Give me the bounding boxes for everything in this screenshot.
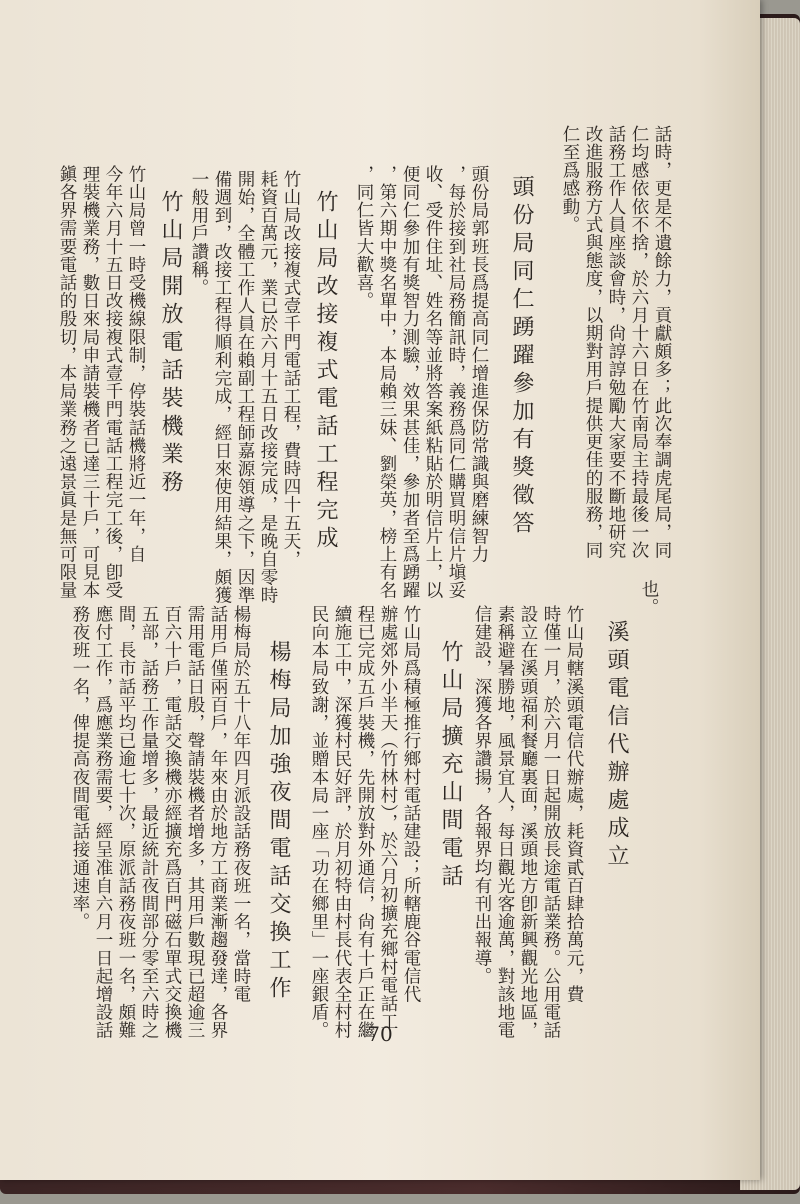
text-line: 也。 bbox=[639, 580, 659, 617]
text-line: ，同仁皆大歡喜。 bbox=[354, 165, 374, 310]
text-line: 設立在溪頭福利餐廳裏面，溪頭地方卽新興觀光地區， bbox=[518, 605, 538, 1040]
text-line: 楊梅局於五十八年四月派設話務夜班一名，當時電 bbox=[231, 605, 251, 1004]
zhushan-rural-title: 竹山局擴充山間電話 bbox=[438, 640, 463, 892]
text-line: 今年六月十五日改接複式壹千門電話工程完工後，卽受 bbox=[103, 165, 123, 600]
text-line: 一般用戶讚稱。 bbox=[189, 170, 209, 297]
top-continuation-text bbox=[555, 125, 673, 560]
text-line: 竹山局改接複式壹千門電話工程，費時四十五天， bbox=[281, 170, 301, 569]
text-line: 鎭各界需要電話的殷切，本局業務之遠景眞是無可限量 bbox=[57, 165, 77, 600]
text-line: 收、受件住址、姓名等並將答案紙粘貼於明信片上，以 bbox=[423, 165, 443, 600]
text-line: 辦處郊外小半天（竹林村），於六月初擴充鄉村電話工 bbox=[378, 605, 398, 1031]
text-line: 百六十戶，電話交換機亦經擴充爲百門磁石單式交換機 bbox=[162, 605, 182, 1040]
zhushan-upgrade-text bbox=[189, 170, 302, 605]
text-line: 仁均感依依不捨，於六月十六日在竹南局主持最後一次 bbox=[629, 125, 649, 560]
page-number: 70 bbox=[367, 1022, 393, 1046]
text-line: 仁至爲感動。 bbox=[560, 125, 580, 234]
text-line: 竹山局曾一時受機線限制，停裝話機將近一年，自 bbox=[126, 165, 146, 564]
zhushan-open-title: 竹山局開放電話裝機業務 bbox=[158, 190, 183, 498]
text-line: 備週到，改接工程得順利完成，經日來使用結果，頗獲 bbox=[212, 170, 232, 605]
text-line: ，第六期中獎名單中，本局賴三妹、劉榮英，榜上有名 bbox=[377, 165, 397, 600]
text-line: 應付工作，爲應業務需要，經呈准自六月一日起增設話 bbox=[93, 605, 113, 1040]
text-line: 素稱避暑勝地，風景宜人，每日觀光客逾萬，對該地電 bbox=[495, 605, 515, 1040]
text-line: 改進服務方式與態度，以期對用戶提供更佳的服務，同 bbox=[583, 125, 603, 560]
xitou-article-title: 溪頭電信代辦處成立 bbox=[604, 620, 629, 872]
text-line: 間，長市話平均已逾七十次，原派話務夜班一名，頗難 bbox=[116, 605, 136, 1040]
xitou-end-text bbox=[636, 580, 660, 630]
text-line: 民向本局致謝，並贈本局一座「功在鄉里」一座銀盾。 bbox=[309, 605, 329, 1040]
zhushan-open-text bbox=[55, 165, 147, 600]
text-line: 需用電話日殷，聲請裝機者增多，其用戶數現已超逾三 bbox=[185, 605, 205, 1040]
text-line: 耗資百萬元，業已於六月十五日改接完成，是晚自零時 bbox=[258, 170, 278, 605]
text-line: 五部，話務工作量增多，最近統計夜間部分零至六時之 bbox=[139, 605, 159, 1040]
text-line: 開始，全體工作人員在賴副工程師嘉源領導之下，因準 bbox=[235, 170, 255, 605]
text-line: 話用戶僅兩百戶，年來由於地方工商業漸趨發達，各界 bbox=[208, 605, 228, 1040]
yangmei-article-text bbox=[62, 605, 252, 1040]
toufen-article-title: 頭份局同仁踴躍參加有獎徵答 bbox=[509, 175, 534, 539]
text-line: 話務工作人員座談會時，尙諄諄勉勵大家要不斷地研究 bbox=[606, 125, 626, 560]
text-line: 時僅一月，於六月一日起開放長途電話業務。公用電話 bbox=[541, 605, 561, 1040]
text-line: 理裝機業務，數日來局申請裝機者已達三十戶，可見本 bbox=[80, 165, 100, 600]
text-line: 信建設，深獲各界讚揚，各報界均有刊出報導。 bbox=[472, 605, 492, 986]
text-line: 程已完成五戶裝機，先開放對外通信，尙有十戶正在繼 bbox=[355, 605, 375, 1040]
text-line: 竹山局轄溪頭電信代辦處，耗資貳百肆拾萬元，費 bbox=[564, 605, 584, 1004]
yangmei-article-title: 楊梅局加強夜間電話交換工作 bbox=[266, 640, 291, 1004]
text-line: ，每於接到社局務簡訊時，義務爲同仁購買明信片塡妥 bbox=[446, 165, 466, 600]
text-line: 務夜班一名，俾提高夜間電話接通速率。 bbox=[70, 605, 90, 931]
xitou-article-text bbox=[470, 605, 585, 1040]
text-line: 話時，更是不遺餘力，貢獻頗多；此次奉調虎尾局，同 bbox=[652, 125, 672, 560]
text-line: 續施工中，深獲村民好評，於月初特由村長代表全村村 bbox=[332, 605, 352, 1040]
toufen-article-text bbox=[354, 165, 490, 600]
text-line: 便同仁參加有獎智力測驗，效果甚佳，參加者至爲踴躍 bbox=[400, 165, 420, 600]
text-line: 頭份局郭班長爲提高同仁增進保防常識與磨練智力 bbox=[469, 165, 489, 564]
text-line: 竹山局爲積極推行鄉村電話建設；所轄鹿谷電信代 bbox=[401, 605, 421, 1004]
zhushan-upgrade-title: 竹山局改接複式電話工程完成 bbox=[313, 190, 338, 554]
